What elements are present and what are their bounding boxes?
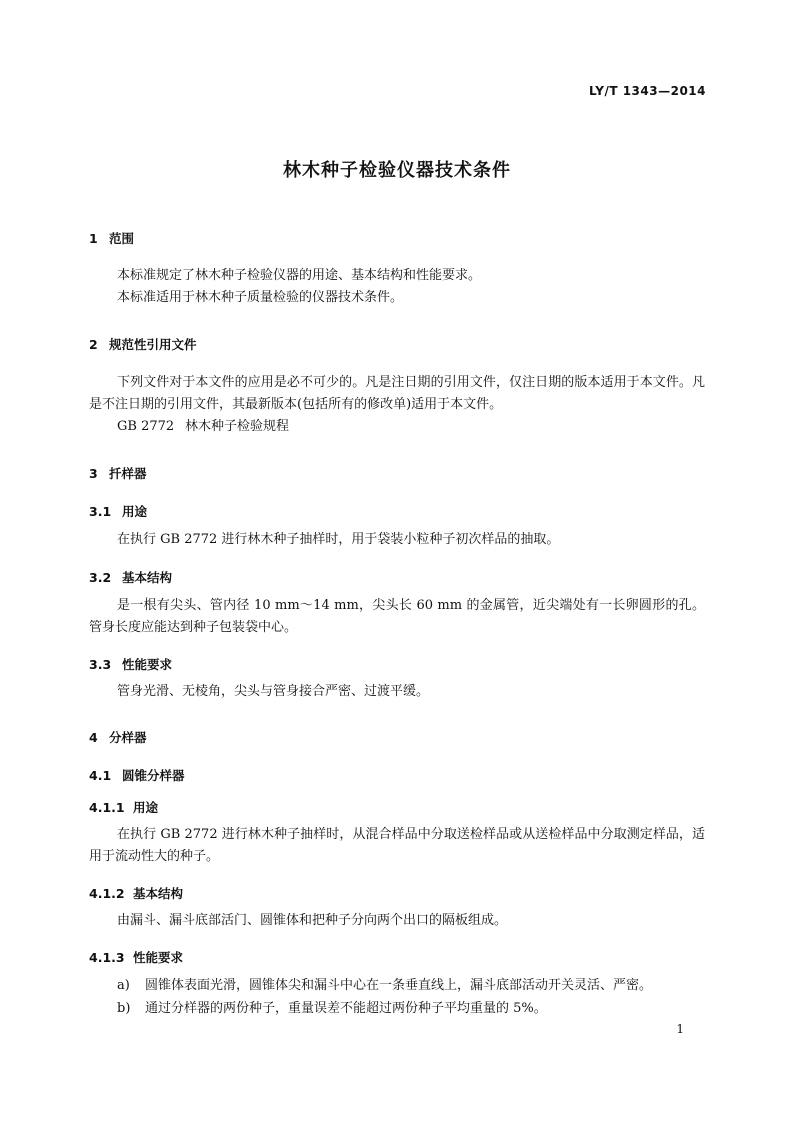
paragraph: 是一根有尖头、管内径 10 mm～14 mm，尖头长 60 mm 的金属管，近尖端处有一长卵圆形的孔。管身长度应能达到种子包装袋中心。 — [89, 598, 705, 635]
paragraph: 由漏斗、漏斗底部活门、圆锥体和把种子分向两个出口的隔板组成。 — [117, 913, 508, 928]
heading-number: 4 — [89, 730, 98, 745]
heading-title: 性能要求 — [133, 950, 184, 965]
list-item — [117, 975, 652, 997]
heading-section-3-3 — [89, 655, 172, 673]
heading-section-4 — [89, 728, 147, 746]
normative-reference — [117, 416, 289, 438]
standard-code: LY/T 1343—2014 — [588, 84, 706, 98]
list-item-label: b) — [117, 1001, 131, 1016]
list-item-label: a) — [117, 978, 130, 993]
heading-section-1 — [89, 229, 134, 247]
heading-number: 4.1.1 — [89, 800, 125, 815]
heading-title: 扦样器 — [109, 466, 147, 481]
paragraph: 在执行 GB 2772 进行林木种子抽样时，从混合样品中分取送检样品或从送检样品中分取测定样品，适用于流动性大的种子。 — [89, 827, 705, 864]
paragraph: 本标准规定了林木种子检验仪器的用途、基本结构和性能要求。 — [117, 268, 482, 283]
heading-title: 用途 — [122, 504, 148, 519]
heading-number: 3.2 — [89, 570, 112, 585]
heading-number: 4.1.2 — [89, 886, 125, 901]
heading-number: 4.1 — [89, 768, 112, 783]
heading-section-2 — [89, 335, 197, 353]
heading-title: 规范性引用文件 — [109, 337, 197, 352]
page-number: 1 — [676, 1022, 684, 1036]
heading-number: 3.1 — [89, 504, 112, 519]
paragraph: 在执行 GB 2772 进行林木种子抽样时，用于袋装小粒种子初次样品的抽取。 — [117, 532, 560, 547]
reference-title: 林木种子检验规程 — [185, 419, 290, 434]
heading-section-4-1-1 — [89, 798, 158, 816]
list-item-text: 圆锥体表面光滑，圆锥体尖和漏斗中心在一条垂直线上，漏斗底部活动开关灵活、严密。 — [145, 978, 653, 993]
heading-section-4-1-2 — [89, 884, 183, 902]
heading-section-3-2 — [89, 568, 172, 586]
heading-title: 性能要求 — [122, 657, 173, 672]
heading-section-3 — [89, 464, 147, 482]
heading-title: 基本结构 — [122, 570, 173, 585]
heading-number: 3.3 — [89, 657, 112, 672]
document-title: 林木种子检验仪器技术条件 — [283, 160, 511, 181]
heading-section-4-1 — [89, 766, 185, 784]
heading-title: 圆锥分样器 — [122, 768, 185, 783]
heading-title: 用途 — [133, 800, 159, 815]
heading-number: 2 — [89, 337, 98, 352]
paragraph: 本标准适用于林木种子质量检验的仪器技术条件。 — [117, 290, 404, 305]
heading-section-4-1-3 — [89, 948, 183, 966]
heading-title: 分样器 — [109, 730, 147, 745]
paragraph: 下列文件对于本文件的应用是必不可少的。凡是注日期的引用文件，仅注日期的版本适用于本文件。凡是不注日期的引用文件，其最新版本(包括所有的修改单)适用于本文件。 — [89, 375, 705, 412]
heading-title: 基本结构 — [133, 886, 184, 901]
paragraph: 管身光滑、无棱角，尖头与管身接合严密、过渡平缓。 — [117, 684, 430, 699]
heading-number: 3 — [89, 466, 98, 481]
list-item-text: 通过分样器的两份种子，重量误差不能超过两份种子平均重量的 5%。 — [145, 1001, 547, 1016]
reference-code: GB 2772 — [117, 419, 175, 434]
heading-number: 1 — [89, 231, 98, 246]
heading-section-3-1 — [89, 502, 147, 520]
heading-title: 范围 — [109, 231, 135, 246]
list-item — [117, 998, 547, 1020]
heading-number: 4.1.3 — [89, 950, 125, 965]
